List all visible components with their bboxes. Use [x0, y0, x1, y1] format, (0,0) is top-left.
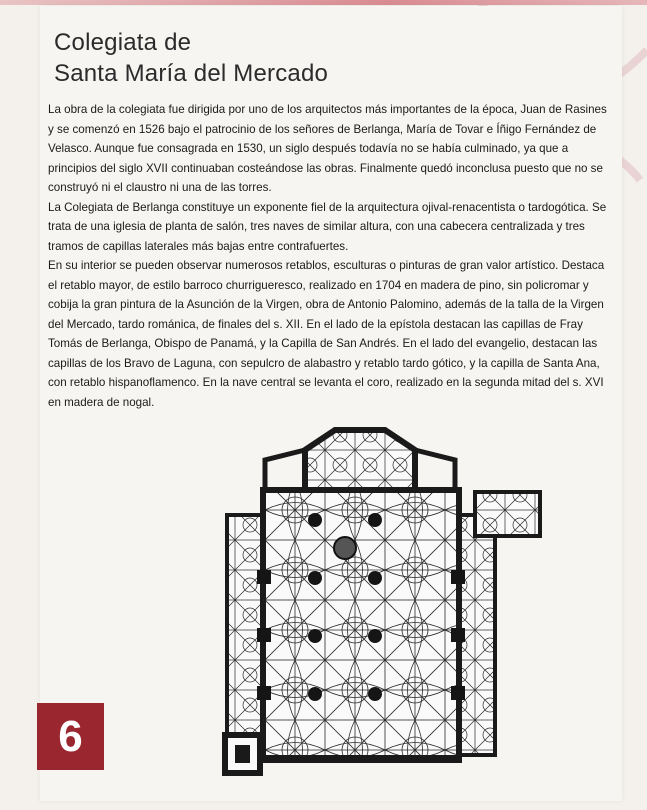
- number-badge: 6: [37, 703, 104, 770]
- title-line-1: Colegiata de: [54, 29, 192, 56]
- description-text: [48, 100, 608, 412]
- page-title: [54, 27, 474, 89]
- title-line-2: Santa María del Mercado: [54, 60, 329, 87]
- paragraph-interior: En su interior se pueden observar numerosos retablos, esculturas o pinturas de gran valor artístico. Destaca el retablo mayor, de estilo barroco churrigueresco, realizado en 1704 en madera de pino, sin policromar y cobija la gran pintura de la Asunción de la Virgen, obra de Antonio Palomino, además de la talla de la Virgen del Mercado, tardo románica, de finales del s. XII. En el lado de la epístola destacan las capillas de Fray Tomás de Berlanga, Obispo de Panamá, y la Capilla de San Andrés. En el lado del evangelio, destacan las capillas de los Bravo de Laguna, con sepulcro de alabastro y retablo tardo gótico, y la capilla de Santa Ana, con retablo hispanoflamenco. En la nave central se levanta el coro, realizado en la segunda mitad del s. XVI en madera de nogal.: [48, 259, 605, 409]
- paragraph-history: La obra de la colegiata fue dirigida por uno de los arquitectos más importantes de la época, Juan de Rasines y se comenzó en 1526 bajo el patrocinio de los señores de Berlanga, María de Tovar e Íñigo Fernández de Velasco. Aunque fue consagrada en 1530, un siglo después todavía no se había culminado, ya que a principios del siglo XVII continuaban costeándose las obras. Finalmente quedó inconclusa puesto que no se construyó ni el claustro ni una de las torres.: [48, 103, 607, 194]
- paragraph-architecture: La Colegiata de Berlanga constituye un exponente fiel de la arquitectura ojival-renacentista o tardogótica. Se trata de una iglesia de planta de salón, tres naves de similar altura, con una cabecera centralizada y tres tramos de capillas laterales más bajas entre contrafuertes.: [48, 200, 607, 253]
- church-floor-plan: [205, 420, 555, 785]
